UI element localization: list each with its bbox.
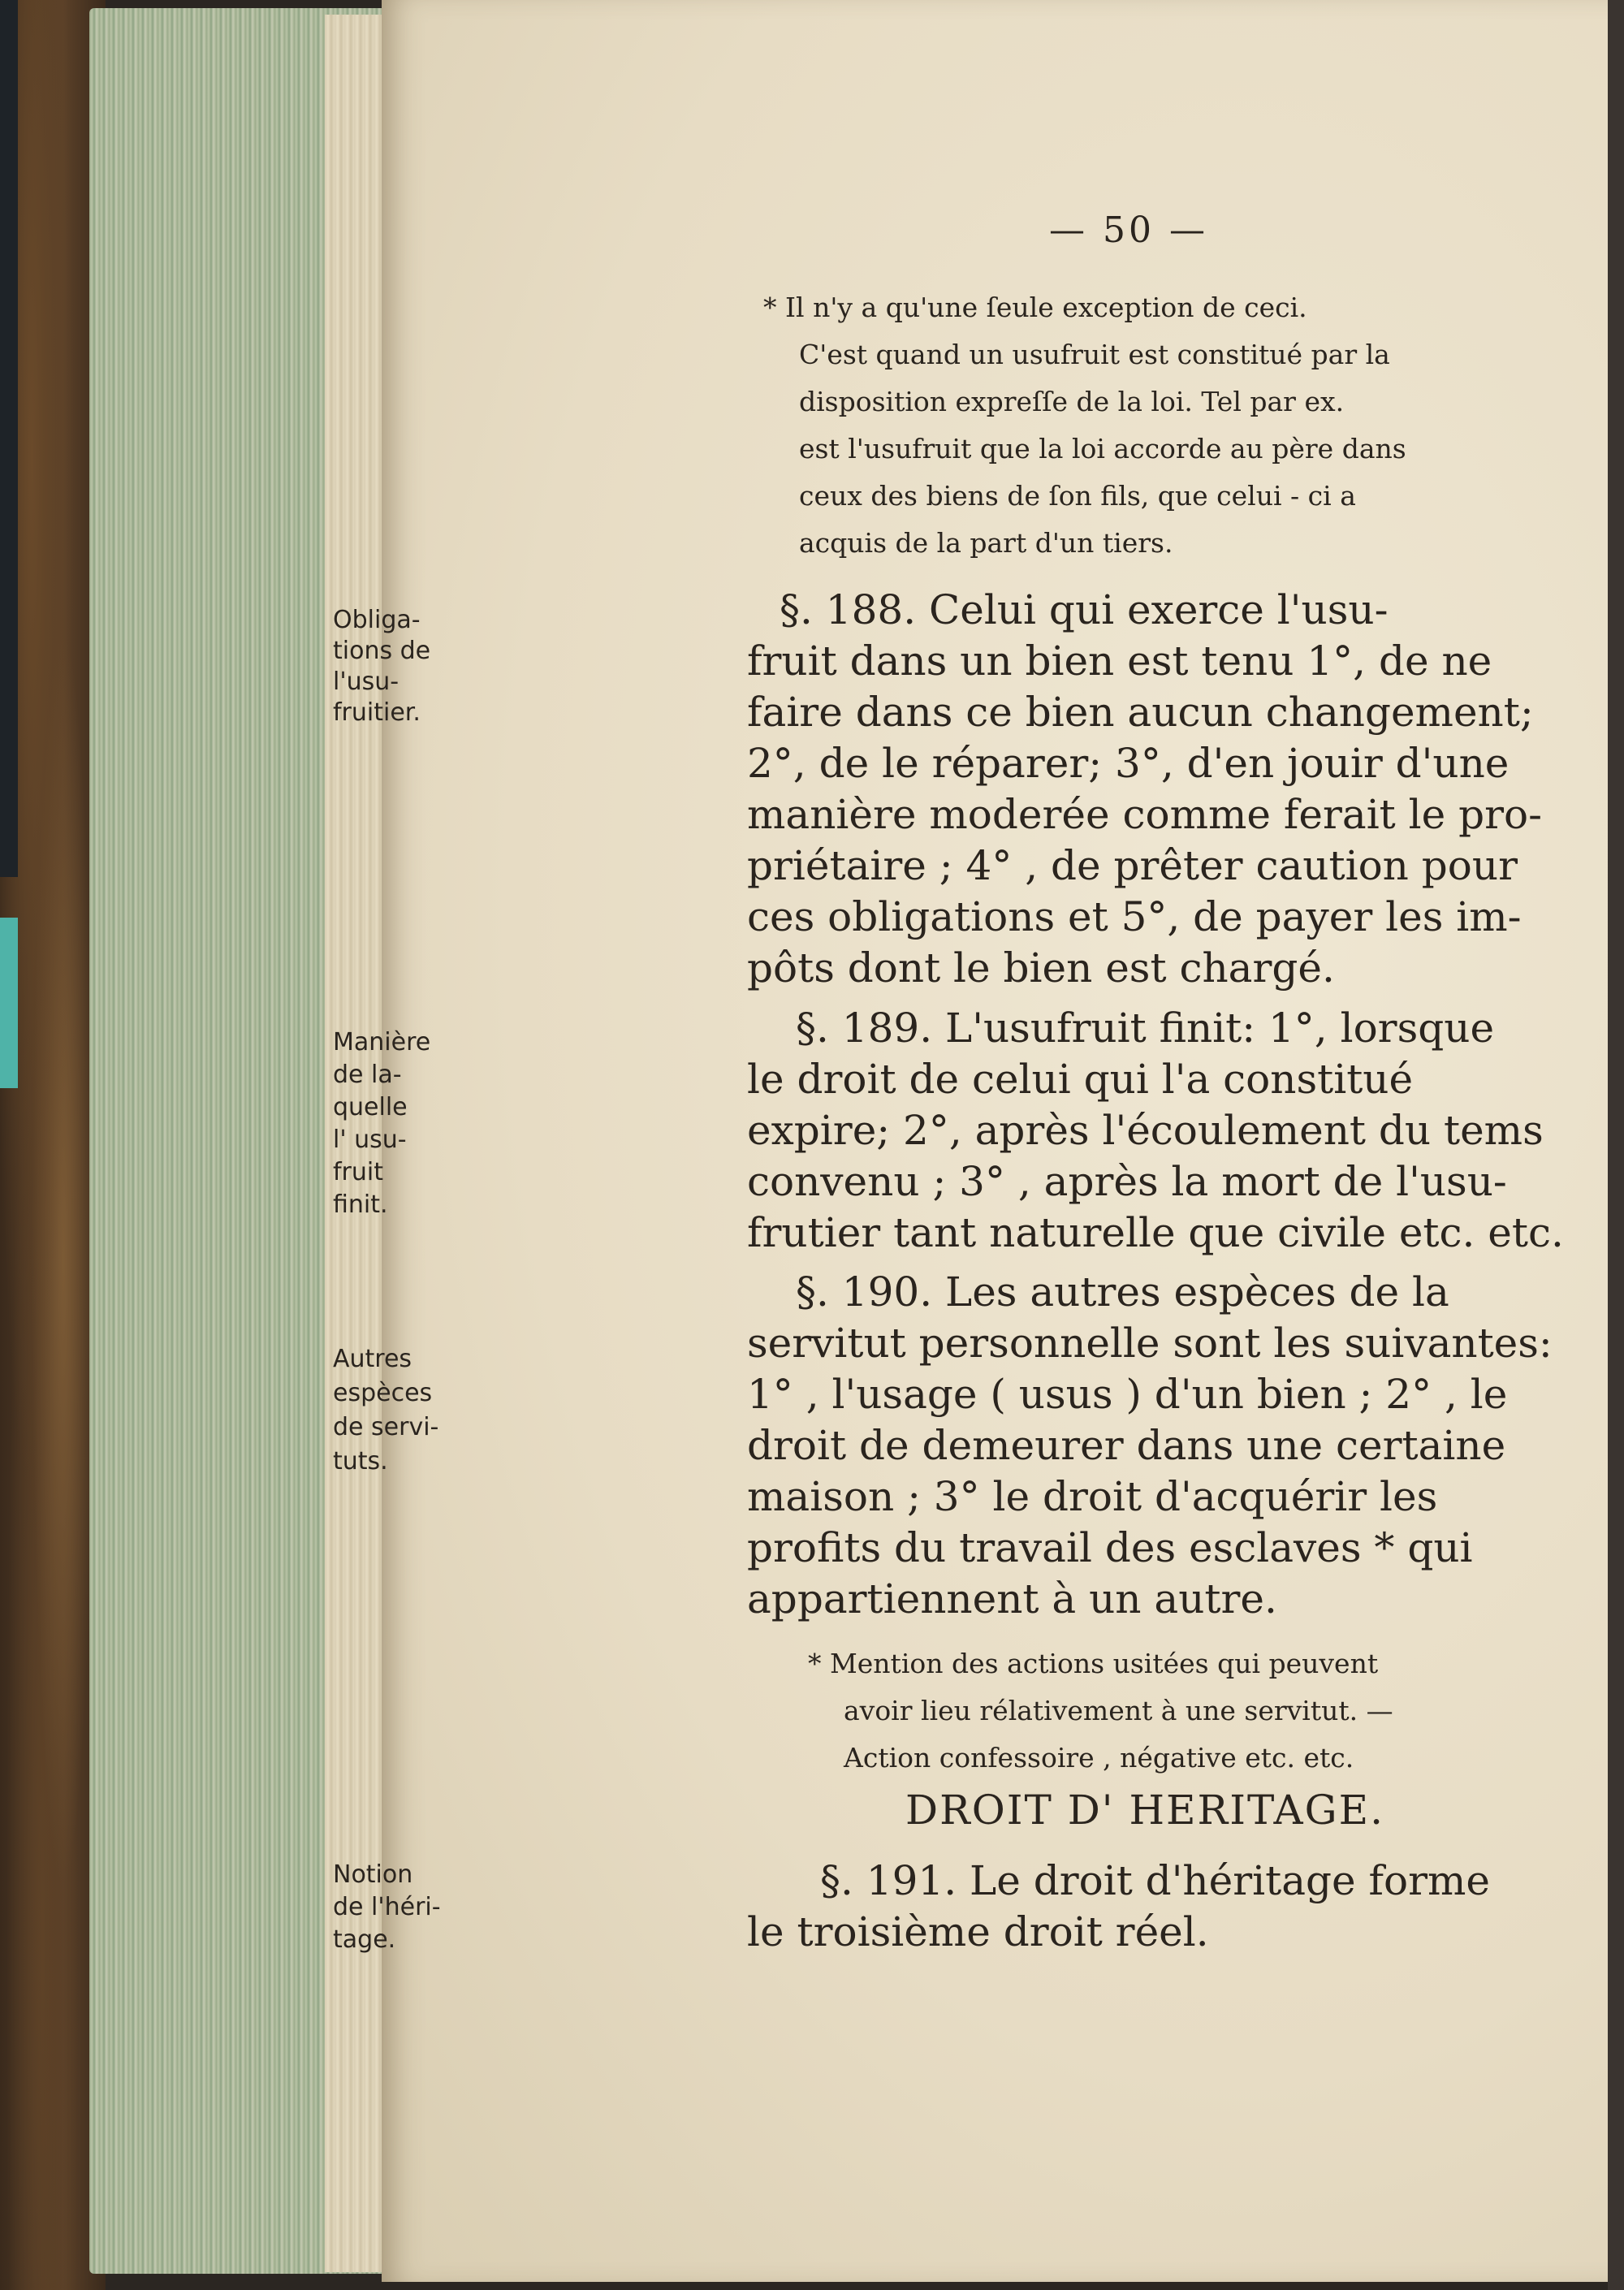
section-heading: DROIT D' HERITAGE. (905, 1787, 1385, 1834)
margin-note-line: l'usu- (333, 668, 400, 696)
paragraph-line: expire; 2°, après l'écoulement du tems (747, 1107, 1544, 1154)
margin-note-line: de servi- (333, 1413, 439, 1441)
paragraph-189 (747, 1003, 1564, 1259)
margin-note-line: Notion (333, 1860, 413, 1889)
footnote-line: acquis de la part d'un tiers. (799, 527, 1173, 559)
paragraph-line: convenu ; 3° , après la mort de l'usu- (747, 1158, 1507, 1205)
footnote-bottom (808, 1640, 1393, 1782)
margin-note-line: fruit (333, 1158, 384, 1186)
margin-note-line: quelle (333, 1093, 408, 1121)
paragraph-190 (747, 1267, 1553, 1625)
paragraph-line: maison ; 3° le droit d'acquérir les (747, 1473, 1438, 1520)
paragraph-line: 2°, de le réparer; 3°, d'en jouir d'une (747, 740, 1510, 787)
paragraph-line: frutier tant naturelle que civile etc. etc. (747, 1209, 1564, 1256)
margin-note-line: Obliga- (333, 606, 421, 634)
footnote-line: * Mention des actions usitées qui peuvent (808, 1648, 1379, 1679)
paragraph-line: priétaire ; 4° , de prêter caution pour (747, 842, 1518, 889)
paragraph-line: pôts dont le bien est chargé. (747, 944, 1335, 992)
footnote-line: C'est quand un usufruit est constitué par la (799, 339, 1390, 370)
footnote-line: ceux des biens de ſon fils, que celui - ci a (799, 480, 1356, 512)
footnote-line: Action confessoire , négative etc. etc. (844, 1742, 1354, 1774)
paragraph-line: le droit de celui qui l'a constitué (747, 1056, 1414, 1103)
cover-shadow (0, 0, 18, 877)
margin-note-line: tage. (333, 1925, 396, 1954)
margin-note-line: Manière (333, 1028, 431, 1056)
paragraph-line: fruit dans un bien est tenu 1°, de ne (747, 637, 1492, 685)
paragraph-line: §. 188. Celui qui exerce l'usu- (780, 586, 1389, 633)
margin-note-line: finit. (333, 1190, 388, 1219)
paragraph-line: faire dans ce bien aucun changement; (747, 689, 1534, 736)
paragraph-line: ces obligations et 5°, de payer les im- (747, 893, 1522, 940)
paragraph-line: servitut personnelle sont les suivantes: (747, 1320, 1553, 1367)
paragraph-line: §. 191. Le droit d'héritage forme (820, 1857, 1491, 1904)
margin-note-line: espèces (333, 1379, 433, 1407)
margin-note-line: de l'héri- (333, 1893, 441, 1921)
margin-note-line: l' usu- (333, 1126, 407, 1154)
margin-note-line: Autres (333, 1345, 412, 1373)
margin-note-line: tuts. (333, 1447, 388, 1476)
margin-note-line: de la- (333, 1061, 402, 1089)
right-edge (1608, 0, 1624, 2290)
paragraph-188 (747, 585, 1542, 994)
paragraph-line: §. 190. Les autres espèces de la (796, 1268, 1449, 1316)
footnote-line: avoir lieu rélativement à une servitut. — (844, 1695, 1393, 1726)
footnote-top (763, 284, 1406, 567)
paragraph-line: droit de demeurer dans une certaine (747, 1422, 1506, 1469)
paragraph-line: appartiennent à un autre. (747, 1575, 1277, 1622)
cover-tab (0, 918, 18, 1088)
paragraph-line: manière moderée comme ferait le pro- (747, 791, 1543, 838)
paragraph-191 (747, 1856, 1491, 1958)
paragraph-line: §. 189. L'usufruit finit: 1°, lorsque (796, 1005, 1495, 1052)
margin-note-line: fruitier. (333, 698, 421, 727)
paragraph-line: profits du travail des esclaves * qui (747, 1524, 1473, 1571)
paragraph-line: le troisième droit réel. (747, 1908, 1209, 1955)
page-number: — 50 — (1049, 210, 1208, 251)
paragraph-line: 1° , l'usage ( usus ) d'un bien ; 2° , le (747, 1371, 1508, 1418)
footnote-line: est l'usufruit que la loi accorde au père dans (799, 433, 1406, 464)
book-page (333, 0, 1608, 2282)
footnote-line: * Il n'y a qu'une ſeule exception de ceci. (763, 292, 1307, 323)
margin-note-line: tions de (333, 637, 431, 665)
footnote-line: disposition expreſſe de la loi. Tel par ex. (799, 386, 1345, 417)
